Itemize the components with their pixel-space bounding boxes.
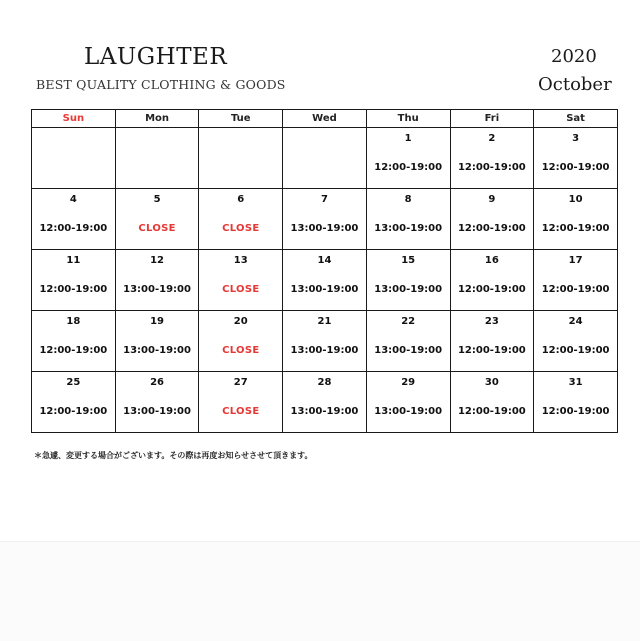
calendar-day-cell [366,311,450,372]
opening-hours: 12:00-19:00 [39,223,108,234]
opening-hours: 13:00-19:00 [123,406,191,417]
calendar-day-cell [32,311,116,372]
weekday-sat: Sat [534,110,618,128]
day-number: 9 [488,194,496,205]
day-number: 15 [401,255,416,266]
calendar-day-cell [115,189,199,250]
day-number: 13 [233,255,248,266]
bottom-band [0,541,640,641]
closed-label: CLOSE [222,406,260,417]
calendar-body [32,128,618,433]
calendar-day-cell [283,311,367,372]
calendar-week-row [32,311,618,372]
opening-hours: 12:00-19:00 [374,162,443,173]
day-number: 5 [153,194,161,205]
day-number: 19 [150,316,165,327]
day-number: 23 [484,316,499,327]
day-number: 24 [568,316,583,327]
weekday-thu: Thu [366,110,450,128]
opening-hours: 13:00-19:00 [374,345,443,356]
opening-hours: 13:00-19:00 [374,223,443,234]
opening-hours: 13:00-19:00 [374,284,443,295]
day-number: 21 [317,316,332,327]
day-number: 25 [66,377,81,388]
opening-hours: 13:00-19:00 [123,284,191,295]
calendar-day-cell [534,250,618,311]
calendar-empty-cell [32,128,116,189]
opening-hours: 12:00-19:00 [39,284,108,295]
opening-hours: 12:00-19:00 [541,223,610,234]
day-number: 3 [572,133,580,144]
calendar-day-cell [115,311,199,372]
opening-hours: 12:00-19:00 [39,406,108,417]
weekday-sun: Sun [32,110,116,128]
day-number: 2 [488,133,496,144]
closed-label: CLOSE [138,223,176,234]
calendar-day-cell [32,189,116,250]
calendar-day-cell [199,189,283,250]
calendar-day-cell [450,189,534,250]
calendar-day-cell [366,128,450,189]
calendar-week-row [32,372,618,433]
opening-hours: 12:00-19:00 [541,162,610,173]
day-number: 8 [404,194,412,205]
calendar-day-cell [450,311,534,372]
opening-hours: 13:00-19:00 [374,406,443,417]
calendar-day-cell [32,372,116,433]
calendar-empty-cell [283,128,367,189]
calendar-day-cell [283,189,367,250]
calendar-day-cell [366,189,450,250]
calendar-empty-cell [115,128,199,189]
brand-tagline: BEST QUALITY CLOTHING & GOODS [36,77,286,92]
opening-hours: 12:00-19:00 [457,406,526,417]
day-number: 22 [401,316,416,327]
day-number: 30 [484,377,499,388]
day-number: 27 [233,377,248,388]
calendar-grid [31,109,618,433]
weekday-fri: Fri [450,110,534,128]
calendar-day-cell [534,372,618,433]
calendar-day-cell [450,372,534,433]
opening-hours: 12:00-19:00 [541,406,610,417]
calendar-day-cell [115,372,199,433]
weekday-wed: Wed [283,110,367,128]
day-number: 14 [317,255,332,266]
day-number: 18 [66,316,81,327]
calendar-day-cell [115,250,199,311]
opening-hours: 12:00-19:00 [541,284,610,295]
schedule-change-note: ＊急遽、変更する場合がございます。その際は再度お知らせさせて頂きます。 [34,451,313,460]
opening-hours: 12:00-19:00 [457,223,526,234]
opening-hours: 12:00-19:00 [457,345,526,356]
opening-hours: 13:00-19:00 [290,406,359,417]
day-number: 10 [568,194,583,205]
day-number: 4 [69,194,77,205]
day-number: 7 [320,194,328,205]
day-number: 6 [237,194,245,205]
calendar-day-cell [199,250,283,311]
opening-hours: 13:00-19:00 [290,345,359,356]
day-number: 29 [401,377,416,388]
opening-hours: 12:00-19:00 [541,345,610,356]
calendar-day-cell [199,372,283,433]
calendar-month: October [538,74,612,95]
opening-hours: 13:00-19:00 [290,223,359,234]
closed-label: CLOSE [222,284,260,295]
day-number: 31 [568,377,583,388]
calendar-day-cell [450,250,534,311]
day-number: 26 [150,377,165,388]
calendar-empty-cell [199,128,283,189]
closed-label: CLOSE [222,345,260,356]
calendar-day-cell [534,189,618,250]
calendar-day-cell [283,372,367,433]
opening-hours: 12:00-19:00 [39,345,108,356]
opening-hours: 13:00-19:00 [123,345,191,356]
calendar-day-cell [283,250,367,311]
day-number: 11 [66,255,81,266]
weekday-header-row [32,110,618,128]
day-number: 16 [484,255,499,266]
brand-name: LAUGHTER [84,44,228,70]
calendar-week-row [32,189,618,250]
calendar-day-cell [450,128,534,189]
opening-hours: 12:00-19:00 [457,284,526,295]
closed-label: CLOSE [222,223,260,234]
day-number: 20 [233,316,248,327]
calendar-day-cell [366,250,450,311]
calendar-day-cell [32,250,116,311]
day-number: 17 [568,255,583,266]
day-number: 12 [150,255,165,266]
opening-hours: 12:00-19:00 [457,162,526,173]
day-number: 28 [317,377,332,388]
calendar-day-cell [199,311,283,372]
calendar-day-cell [534,311,618,372]
calendar-week-row [32,250,618,311]
calendar-year: 2020 [551,46,597,67]
opening-hours: 13:00-19:00 [290,284,359,295]
calendar-day-cell [534,128,618,189]
calendar-week-row [32,128,618,189]
weekday-tue: Tue [199,110,283,128]
calendar-day-cell [366,372,450,433]
weekday-mon: Mon [115,110,199,128]
day-number: 1 [404,133,412,144]
